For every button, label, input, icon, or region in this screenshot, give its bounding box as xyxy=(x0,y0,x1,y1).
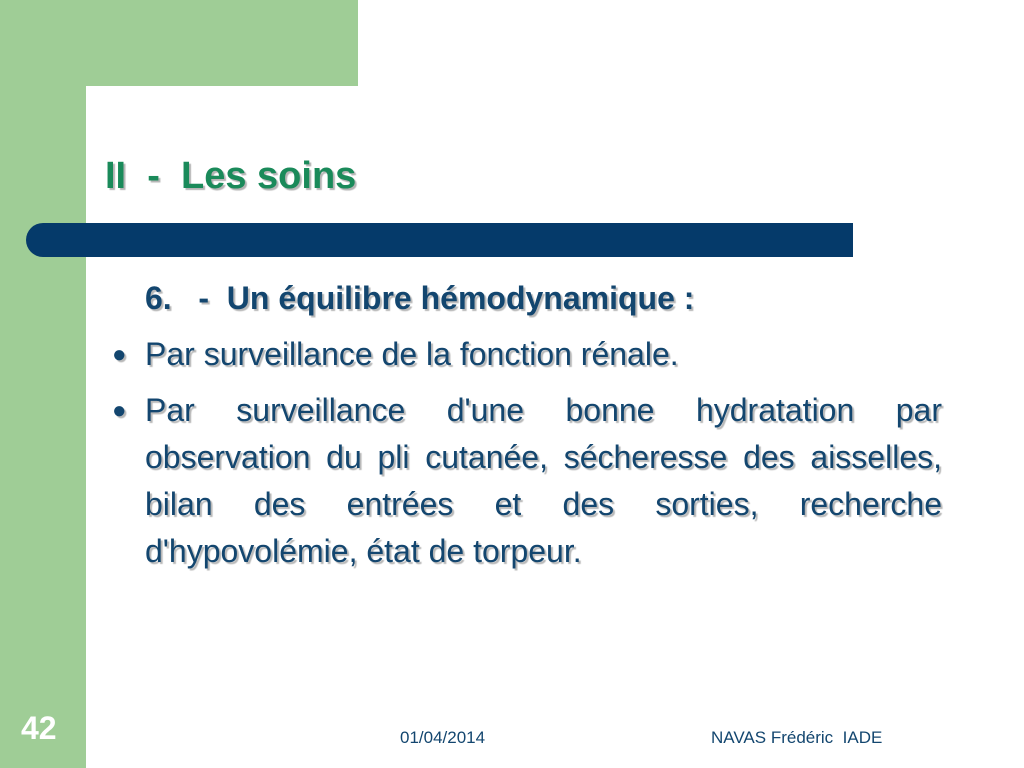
bullet-dot-icon: ● xyxy=(112,341,127,368)
slide-number: 42 xyxy=(21,710,57,746)
footer-date: 01/04/2014 xyxy=(400,728,486,747)
footer-author: NAVAS Frédéric IADE xyxy=(711,728,883,747)
bullet-item xyxy=(112,331,942,378)
bullet-dot-icon: ● xyxy=(112,397,127,424)
bullet-text: Par surveillance de la fonction rénale. xyxy=(145,336,679,372)
bullet-item xyxy=(112,387,942,575)
slide-title: II - Les soins xyxy=(105,155,357,197)
section-subheading: 6. - Un équilibre hémodynamique : xyxy=(145,280,695,316)
bullet-text: Par surveillance d'une bonne hydratation par observation du pli cutanée, sécheresse des aisselles, bilan des entrées et des sorties, recherche d'hypovolémie, état de torpeur. xyxy=(145,392,942,569)
